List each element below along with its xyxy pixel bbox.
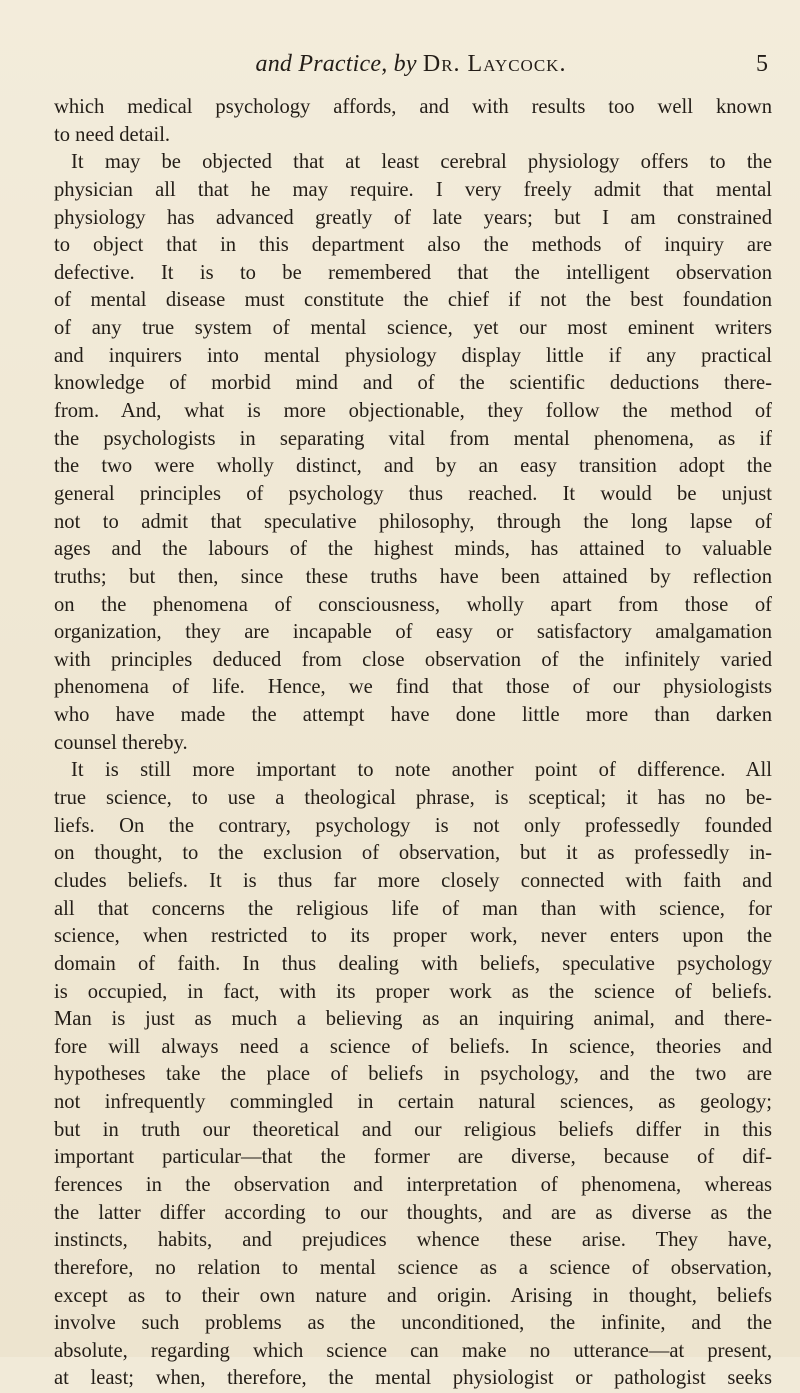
text-line: fore will always need a science of beliefs. In science, theories and — [54, 1035, 772, 1058]
text-line: involve such problems as the unconditioned, the infinite, and the — [54, 1312, 772, 1335]
text-line: defective. It is to be remembered that the intelligent observation — [54, 261, 772, 284]
text-line: all that concerns the religious life of man than with science, for — [54, 897, 772, 920]
text-line: important particular—that the former are diverse, because of dif- — [54, 1146, 772, 1169]
text-line: absolute, regarding which science can make no utterance—at present, — [54, 1339, 772, 1362]
text-line: on thought, to the exclusion of observation, but it as professedly in- — [54, 842, 772, 865]
text-line: which medical psychology affords, and with results too well known — [54, 96, 772, 118]
page-number: 5 — [756, 51, 768, 77]
text-line: the psychologists in separating vital from mental phenomena, as if — [54, 427, 772, 450]
text-line: physiology has advanced greatly of late years; but I am constrained — [54, 206, 772, 229]
text-line: except as to their own nature and origin. Arising in thought, beliefs — [54, 1284, 772, 1307]
text-line: truths; but then, since these truths have been attained by reflection — [54, 565, 772, 588]
text-line: hypotheses take the place of beliefs in psychology, and the two are — [54, 1063, 772, 1086]
text-line: It is still more important to note another point of difference. All — [71, 759, 772, 782]
text-line: ages and the labours of the highest minds, has attained to valuable — [54, 538, 772, 561]
body-text — [54, 94, 772, 1393]
text-line: science, when restricted to its proper work, never enters upon the — [54, 925, 772, 948]
text-line: with principles deduced from close observation of the infinitely varied — [54, 648, 772, 671]
text-line: the two were wholly distinct, and by an easy transition adopt the — [54, 455, 772, 478]
text-line: from. And, what is more objectionable, they follow the method of — [54, 400, 772, 423]
text-line: to need detail. — [54, 123, 171, 146]
text-line: and inquirers into mental physiology display little if any practical — [54, 344, 772, 367]
text-line: but in truth our theoretical and our religious beliefs differ in this — [54, 1118, 772, 1141]
text-line: the latter differ according to our thoughts, and are as diverse as the — [54, 1201, 772, 1224]
running-head-title-italic: and Practice, by — [255, 51, 417, 77]
text-line: cludes beliefs. It is thus far more closely connected with faith and — [54, 869, 772, 892]
text-line: general principles of psychology thus reached. It would be unjust — [54, 482, 772, 505]
text-line: not to admit that speculative philosophy, through the long lapse of — [54, 510, 772, 533]
text-line: knowledge of morbid mind and of the scientific deductions there- — [54, 372, 772, 395]
text-line: physician all that he may require. I very freely admit that mental — [54, 178, 772, 201]
text-line: of mental disease must constitute the chief if not the best foundation — [54, 289, 772, 312]
text-line: domain of faith. In thus dealing with beliefs, speculative psychology — [54, 952, 772, 975]
text-line: liefs. On the contrary, psychology is not only professedly founded — [54, 814, 772, 837]
text-line: therefore, no relation to mental science as a science of observation, — [54, 1256, 772, 1279]
running-head-title — [54, 48, 768, 80]
text-line: who have made the attempt have done little more than darken — [54, 704, 772, 727]
text-line: ferences in the observation and interpretation of phenomena, whereas — [54, 1173, 772, 1196]
text-line: It may be objected that at least cerebral physiology offers to the — [71, 151, 772, 174]
text-line: counsel thereby. — [54, 731, 188, 754]
text-line: at least; when, therefore, the mental physiologist or pathologist seeks — [54, 1367, 772, 1390]
text-line: Man is just as much a believing as an inquiring animal, and there- — [54, 1008, 772, 1031]
text-line: to object that in this department also the methods of inquiry are — [54, 234, 772, 257]
text-line: is occupied, in fact, with its proper work as the science of beliefs. — [54, 980, 772, 1003]
running-head — [54, 48, 768, 80]
text-line: not infrequently commingled in certain natural sciences, as geology; — [54, 1091, 772, 1114]
text-line: on the phenomena of consciousness, wholly apart from those of — [54, 593, 772, 616]
text-line: phenomena of life. Hence, we find that those of our physiologists — [54, 676, 772, 699]
text-line: true science, to use a theological phrase, is sceptical; it has no be- — [54, 787, 772, 810]
running-head-author: Dr. Laycock. — [422, 51, 567, 77]
text-line: organization, they are incapable of easy or satisfactory amalgamation — [54, 621, 772, 644]
text-line: of any true system of mental science, yet our most eminent writers — [54, 317, 772, 340]
text-line: instincts, habits, and prejudices whence these arise. They have, — [54, 1229, 772, 1252]
